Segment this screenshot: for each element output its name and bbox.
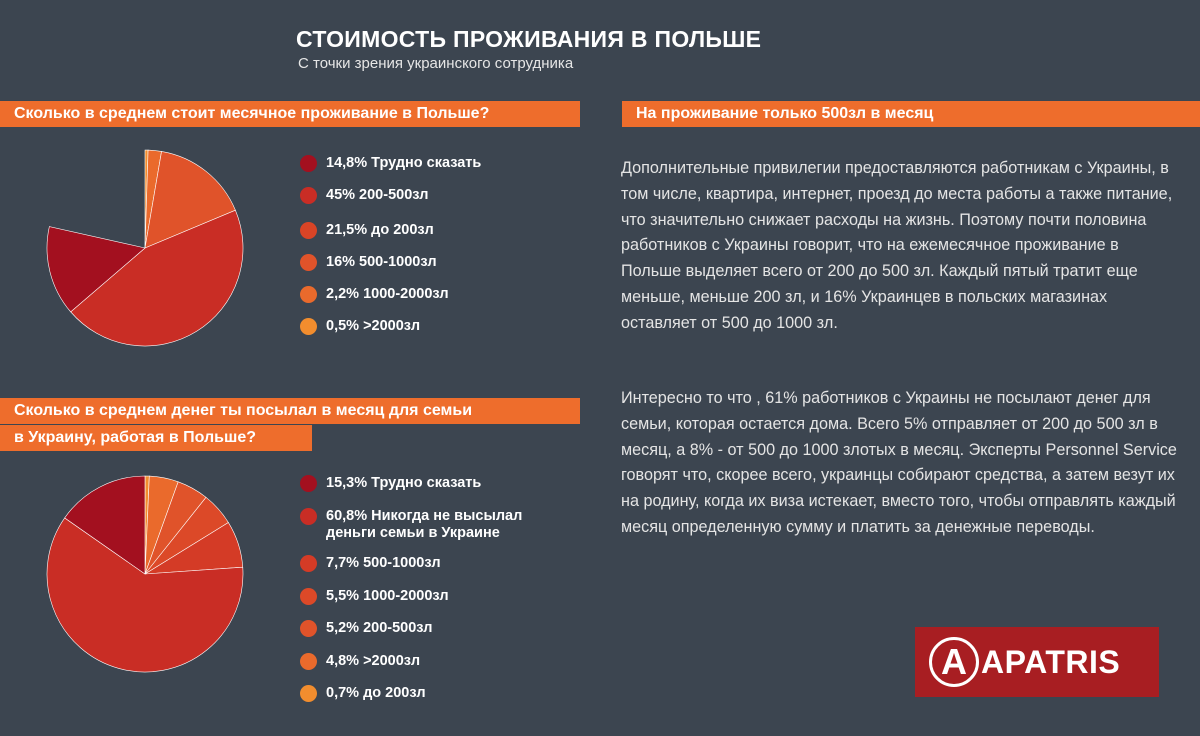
page-subtitle: С точки зрения украинского сотрудника bbox=[298, 55, 574, 72]
paragraph-remittances: Интересно то что , 61% работников с Украины не посылают денег для семьи, которая остается дома. Всего 5% отправляет от 200 до 500 зл в месяц, а 8% - от 500 до 1000 злотых в месяц. Эксперты Personnel Service говорят что, скорее всего, украинцы собирают средства, а затем везут их на родину, когда их виза истекает, вместо того, чтобы отправлять каждый месяц определенную сумму и платить за денежные переводы. bbox=[621, 389, 1177, 536]
chart1-legend-swatch bbox=[300, 187, 317, 204]
chart1-legend-label: 2,2% 1000-2000зл bbox=[326, 286, 449, 302]
chart2-legend-item bbox=[300, 475, 481, 492]
chart2-legend-label: 4,8% >2000зл bbox=[326, 653, 421, 669]
chart2-legend-swatch bbox=[300, 685, 317, 702]
chart1-legend-swatch bbox=[300, 222, 317, 239]
logo-letter-icon: A bbox=[929, 637, 979, 687]
chart2-legend-label: 7,7% 500-1000зл bbox=[326, 555, 441, 571]
chart2-legend-swatch bbox=[300, 555, 317, 572]
chart2-legend-item bbox=[300, 588, 449, 605]
right-banner-text: На проживание только 500зл в месяц bbox=[636, 105, 934, 122]
chart2-legend-item bbox=[300, 508, 566, 542]
chart1-legend-item bbox=[300, 222, 434, 239]
chart1-legend-label: 45% 200-500зл bbox=[326, 187, 429, 203]
chart2-question-banner-line2 bbox=[0, 425, 312, 451]
chart1-legend-label: 16% 500-1000зл bbox=[326, 254, 437, 270]
chart1-question-banner bbox=[0, 101, 580, 127]
apatris-logo bbox=[915, 627, 1159, 697]
chart2-legend-item bbox=[300, 653, 420, 670]
chart1-legend-item bbox=[300, 286, 449, 303]
chart2-legend-item bbox=[300, 685, 426, 702]
paragraph-living-costs: Дополнительные привилегии предоставляются работникам с Украины, в том числе, квартира, интернет, проезд до места работы а также питание, что значительно снижает расходы на жизнь. Поэтому почти половина работников с Украины говорит, что на ежемесячное проживание в Польше выделяет всего от 200 до 500 зл. Каждый пятый тратит еще меньше, меньше 200 зл, и 16% Украинцев в польских магазинах оставляет от 500 до 1000 зл. bbox=[621, 159, 1173, 332]
chart2-legend-swatch bbox=[300, 475, 317, 492]
chart1-legend-item bbox=[300, 254, 437, 271]
chart2-legend-item bbox=[300, 620, 433, 637]
chart2-legend-swatch bbox=[300, 653, 317, 670]
chart1-legend-label: 0,5% >2000зл bbox=[326, 318, 421, 334]
chart1-legend-swatch bbox=[300, 286, 317, 303]
chart2-question-banner-line1 bbox=[0, 398, 580, 424]
chart1-pie bbox=[45, 148, 245, 348]
chart2-legend-label: 5,2% 200-500зл bbox=[326, 620, 433, 636]
chart2-legend-swatch bbox=[300, 620, 317, 637]
chart1-legend-item bbox=[300, 318, 420, 335]
right-banner bbox=[622, 101, 1200, 127]
chart1-legend-label: 14,8% Трудно сказать bbox=[326, 155, 482, 171]
chart2-question-line2: в Украину, работая в Польше? bbox=[14, 429, 256, 446]
page-title: СТОИМОСТЬ ПРОЖИВАНИЯ В ПОЛЬШЕ bbox=[296, 26, 762, 52]
chart2-legend-item bbox=[300, 555, 441, 572]
chart2-legend-label: 60,8% Никогда не высылал деньги семьи в Украине bbox=[326, 508, 523, 541]
logo-text: APATRIS bbox=[981, 643, 1121, 680]
chart2-legend-label: 0,7% до 200зл bbox=[326, 685, 426, 701]
chart1-legend-swatch bbox=[300, 155, 317, 172]
chart1-legend-item bbox=[300, 187, 429, 204]
chart1-question: Сколько в среднем стоит месячное проживание в Польше? bbox=[14, 105, 490, 122]
chart1-legend-swatch bbox=[300, 254, 317, 271]
chart2-legend-label: 5,5% 1000-2000зл bbox=[326, 588, 449, 604]
chart2-legend-swatch bbox=[300, 588, 317, 605]
chart2-question-line1: Сколько в среднем денег ты посылал в месяц для семьи bbox=[14, 402, 473, 419]
chart1-legend-label: 21,5% до 200зл bbox=[326, 222, 434, 238]
chart2-legend-swatch bbox=[300, 508, 317, 525]
chart1-legend-item bbox=[300, 155, 481, 172]
chart2-pie bbox=[45, 474, 245, 674]
chart2-legend-label: 15,3% Трудно сказать bbox=[326, 475, 482, 491]
chart1-legend-swatch bbox=[300, 318, 317, 335]
